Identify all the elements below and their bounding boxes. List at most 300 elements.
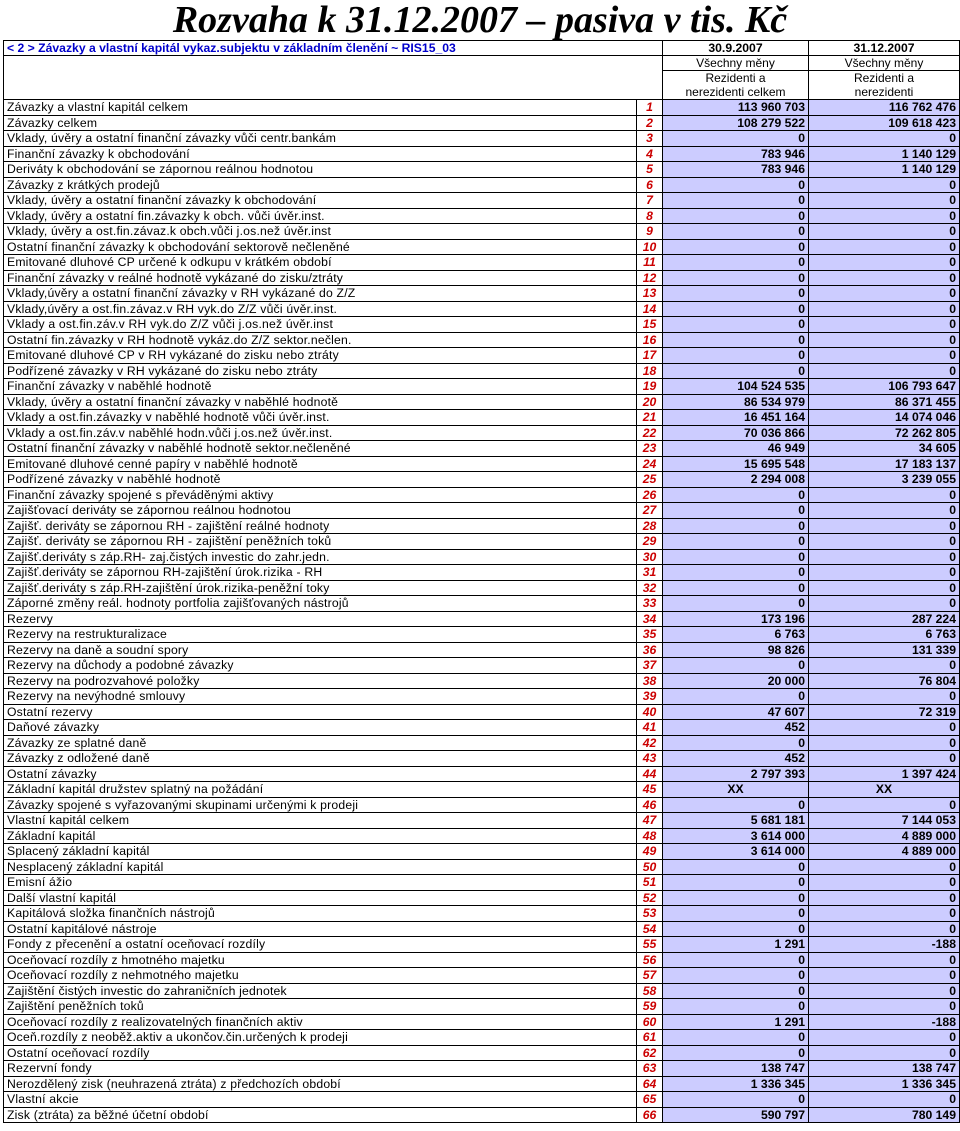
value-30-9-2007: 0 [663,890,809,906]
table-row [4,999,960,1015]
row-label: Rezervy na podrozvahové položky [4,673,637,689]
value-30-9-2007: 0 [663,875,809,891]
value-31-12-2007: 0 [809,751,960,767]
value-31-12-2007: 0 [809,735,960,751]
row-number: 22 [637,425,663,441]
value-31-12-2007: 0 [809,983,960,999]
header-row-section [4,41,960,56]
table-row [4,952,960,968]
value-30-9-2007: 0 [663,348,809,364]
value-31-12-2007: 0 [809,565,960,581]
row-number: 55 [637,937,663,953]
table-row [4,735,960,751]
row-label: Finanční závazky k obchodování [4,146,637,162]
value-30-9-2007: 0 [663,999,809,1015]
row-number: 52 [637,890,663,906]
value-31-12-2007: 0 [809,921,960,937]
row-number: 3 [637,131,663,147]
row-number: 53 [637,906,663,922]
row-number: 43 [637,751,663,767]
row-label: Závazky z krátkých prodejů [4,177,637,193]
row-label: Zajišť.deriváty se zápornou RH-zajištění úrok.rizika - RH [4,565,637,581]
residents-col-1: Rezidenti a [663,71,809,86]
table-row [4,332,960,348]
value-31-12-2007: 138 747 [809,1061,960,1077]
row-number: 46 [637,797,663,813]
table-row [4,611,960,627]
table-row [4,1014,960,1030]
value-31-12-2007: 0 [809,1092,960,1108]
value-30-9-2007: 2 797 393 [663,766,809,782]
section-title: < 2 > Závazky a vlastní kapitál vykaz.subjektu v základním členění ~ RIS15_03 [4,41,663,56]
table-row [4,270,960,286]
row-label: Podřízené závazky v naběhlé hodnotě [4,472,637,488]
value-31-12-2007: 0 [809,348,960,364]
row-label: Zajišťovací deriváty se zápornou reálnou hodnotou [4,503,637,519]
value-31-12-2007: 0 [809,596,960,612]
row-label: Emitované dluhové CP v RH vykázané do zisku nebo ztráty [4,348,637,364]
table-row [4,317,960,333]
value-31-12-2007: 0 [809,301,960,317]
residents-sub-col-1: nerezidenti celkem [663,85,809,100]
value-30-9-2007: 0 [663,239,809,255]
value-30-9-2007: 0 [663,689,809,705]
row-number: 16 [637,332,663,348]
table-row [4,875,960,891]
value-30-9-2007: 783 946 [663,146,809,162]
value-31-12-2007: 0 [809,363,960,379]
value-31-12-2007: 0 [809,875,960,891]
date-col-1: 30.9.2007 [663,41,809,56]
table-row [4,673,960,689]
table-row [4,1076,960,1092]
table-row [4,937,960,953]
value-30-9-2007: 0 [663,952,809,968]
value-30-9-2007: 0 [663,906,809,922]
header-row-residents [4,71,960,86]
row-number: 57 [637,968,663,984]
table-row [4,797,960,813]
value-30-9-2007: 98 826 [663,642,809,658]
row-label: Ostatní rezervy [4,704,637,720]
currency-col-1: Všechny měny [663,56,809,71]
row-number: 8 [637,208,663,224]
value-30-9-2007: 2 294 008 [663,472,809,488]
value-31-12-2007: 780 149 [809,1107,960,1123]
table-row [4,565,960,581]
value-31-12-2007: 0 [809,952,960,968]
table-row [4,301,960,317]
row-label: Finanční závazky spojené s převáděnými aktivy [4,487,637,503]
value-31-12-2007: 287 224 [809,611,960,627]
row-number: 61 [637,1030,663,1046]
row-number: 64 [637,1076,663,1092]
row-label: Zisk (ztráta) za běžné účetní období [4,1107,637,1123]
row-label: Rezervy na nevýhodné smlouvy [4,689,637,705]
table-row [4,828,960,844]
table-row [4,766,960,782]
value-30-9-2007: 1 291 [663,937,809,953]
table-row [4,1030,960,1046]
value-30-9-2007: 108 279 522 [663,115,809,131]
row-label: Vlastní kapitál celkem [4,813,637,829]
row-label: Vklady,úvěry a ost.fin.závaz.v RH vyk.do Z/Z vůči úvěr.inst. [4,301,637,317]
value-31-12-2007: -188 [809,937,960,953]
table-row [4,983,960,999]
table-row [4,472,960,488]
value-30-9-2007: 0 [663,208,809,224]
value-30-9-2007: 113 960 703 [663,100,809,116]
row-label: Oceň.rozdíly z neoběž.aktiv a ukončov.čin.určených k prodeji [4,1030,637,1046]
row-label: Ostatní závazky [4,766,637,782]
row-label: Nerozdělený zisk (neuhrazená ztráta) z předchozích období [4,1076,637,1092]
value-31-12-2007: 72 262 805 [809,425,960,441]
value-30-9-2007: 1 291 [663,1014,809,1030]
table-row [4,720,960,736]
value-30-9-2007: 6 763 [663,627,809,643]
row-label: Vklady, úvěry a ost.fin.závaz.k obch.vůči j.os.než úvěr.inst [4,224,637,240]
row-number: 45 [637,782,663,798]
row-label: Zajišť.deriváty s záp.RH- zaj.čistých investic do zahr.jedn. [4,549,637,565]
row-number: 29 [637,534,663,550]
value-30-9-2007: 0 [663,1030,809,1046]
value-30-9-2007: 0 [663,1045,809,1061]
value-31-12-2007: 17 183 137 [809,456,960,472]
table-row [4,921,960,937]
value-31-12-2007: 0 [809,193,960,209]
row-number: 27 [637,503,663,519]
table-row [4,751,960,767]
value-31-12-2007: 0 [809,208,960,224]
row-label: Záporné změny reál. hodnoty portfolia zajišťovaných nástrojů [4,596,637,612]
value-30-9-2007: 15 695 548 [663,456,809,472]
value-30-9-2007: 452 [663,720,809,736]
row-number: 40 [637,704,663,720]
value-31-12-2007: 0 [809,859,960,875]
value-30-9-2007: 783 946 [663,162,809,178]
row-label: Ostatní fin.závazky v RH hodnotě vykáz.do Z/Z sektor.nečlen. [4,332,637,348]
row-number: 35 [637,627,663,643]
row-number: 2 [637,115,663,131]
value-31-12-2007: 109 618 423 [809,115,960,131]
row-label: Závazky ze splatné daně [4,735,637,751]
row-number: 11 [637,255,663,271]
table-row [4,255,960,271]
value-30-9-2007: 0 [663,921,809,937]
value-31-12-2007: 6 763 [809,627,960,643]
row-number: 51 [637,875,663,891]
row-number: 33 [637,596,663,612]
row-label: Kapitálová složka finančních nástrojů [4,906,637,922]
header-blank [4,56,663,71]
row-number: 20 [637,394,663,410]
row-label: Emitované dluhové cenné papíry v naběhlé hodnotě [4,456,637,472]
row-label: Finanční závazky v naběhlé hodnotě [4,379,637,395]
table-row [4,782,960,798]
table-row [4,627,960,643]
value-31-12-2007: 1 397 424 [809,766,960,782]
value-30-9-2007: 86 534 979 [663,394,809,410]
value-31-12-2007: 0 [809,177,960,193]
value-31-12-2007: 1 140 129 [809,146,960,162]
value-31-12-2007: 0 [809,968,960,984]
value-30-9-2007: 70 036 866 [663,425,809,441]
value-30-9-2007: 0 [663,255,809,271]
row-number: 65 [637,1092,663,1108]
row-number: 32 [637,580,663,596]
row-number: 4 [637,146,663,162]
table-row [4,146,960,162]
row-label: Podřízené závazky v RH vykázané do zisku nebo ztráty [4,363,637,379]
value-31-12-2007: 0 [809,487,960,503]
value-31-12-2007: 4 889 000 [809,844,960,860]
row-number: 56 [637,952,663,968]
value-31-12-2007: 0 [809,286,960,302]
value-30-9-2007: 452 [663,751,809,767]
row-label: Oceňovací rozdíly z nehmotného majetku [4,968,637,984]
value-31-12-2007: 0 [809,503,960,519]
value-30-9-2007: 0 [663,596,809,612]
value-31-12-2007: 14 074 046 [809,410,960,426]
table-row [4,456,960,472]
row-number: 58 [637,983,663,999]
table-row [4,379,960,395]
value-30-9-2007: 0 [663,503,809,519]
table-row [4,487,960,503]
table-row [4,410,960,426]
row-number: 42 [637,735,663,751]
row-number: 59 [637,999,663,1015]
table-row [4,363,960,379]
row-number: 30 [637,549,663,565]
row-number: 13 [637,286,663,302]
row-label: Vklady, úvěry a ostatní finanční závazky v naběhlé hodnotě [4,394,637,410]
row-number: 19 [637,379,663,395]
value-31-12-2007: -188 [809,1014,960,1030]
value-30-9-2007: 1 336 345 [663,1076,809,1092]
row-label: Ostatní finanční závazky k obchodování sektorově nečleněné [4,239,637,255]
header-blank [4,85,663,100]
row-label: Závazky spojené s vyřazovanými skupinami určenými k prodeji [4,797,637,813]
value-30-9-2007: 104 524 535 [663,379,809,395]
table-row [4,813,960,829]
value-31-12-2007: 76 804 [809,673,960,689]
value-31-12-2007: 0 [809,797,960,813]
value-30-9-2007: 0 [663,968,809,984]
row-number: 38 [637,673,663,689]
table-row [4,859,960,875]
value-31-12-2007: 131 339 [809,642,960,658]
row-number: 47 [637,813,663,829]
value-31-12-2007: 0 [809,317,960,333]
value-31-12-2007: 0 [809,549,960,565]
value-31-12-2007: 7 144 053 [809,813,960,829]
table-row [4,580,960,596]
row-label: Oceňovací rozdíly z hmotného majetku [4,952,637,968]
value-31-12-2007: 0 [809,1030,960,1046]
value-31-12-2007: 0 [809,518,960,534]
value-31-12-2007: 1 336 345 [809,1076,960,1092]
row-label: Fondy z přecenění a ostatní oceňovací rozdíly [4,937,637,953]
table-row [4,844,960,860]
row-number: 6 [637,177,663,193]
value-31-12-2007: 3 239 055 [809,472,960,488]
row-number: 5 [637,162,663,178]
table-row [4,968,960,984]
row-number: 28 [637,518,663,534]
row-number: 14 [637,301,663,317]
row-label: Vklady a ost.fin.záv.v naběhlé hodn.vůči j.os.než úvěr.inst. [4,425,637,441]
row-label: Vklady a ost.fin.závazky v naběhlé hodnotě vůči úvěr.inst. [4,410,637,426]
row-number: 44 [637,766,663,782]
value-31-12-2007: 0 [809,224,960,240]
value-31-12-2007: 0 [809,131,960,147]
row-label: Základní kapitál [4,828,637,844]
value-30-9-2007: 0 [663,735,809,751]
table-row [4,425,960,441]
row-label: Daňové závazky [4,720,637,736]
value-31-12-2007: 0 [809,658,960,674]
row-label: Závazky a vlastní kapitál celkem [4,100,637,116]
row-number: 7 [637,193,663,209]
row-label: Zajišť.deriváty s záp.RH-zajištění úrok.rizika-peněžní toky [4,580,637,596]
value-30-9-2007: 0 [663,177,809,193]
row-label: Ostatní finanční závazky v naběhlé hodnotě sektor.nečleněné [4,441,637,457]
row-label: Vklady a ost.fin.záv.v RH vyk.do Z/Z vůči j.os.než úvěr.inst [4,317,637,333]
table-row [4,348,960,364]
row-label: Další vlastní kapitál [4,890,637,906]
row-number: 50 [637,859,663,875]
row-number: 18 [637,363,663,379]
row-number: 41 [637,720,663,736]
row-label: Oceňovací rozdíly z realizovatelných finančních aktiv [4,1014,637,1030]
row-label: Zajišť. deriváty se zápornou RH - zajištění peněžních toků [4,534,637,550]
row-number: 31 [637,565,663,581]
value-31-12-2007: 106 793 647 [809,379,960,395]
value-31-12-2007: 116 762 476 [809,100,960,116]
row-label: Vklady, úvěry a ostatní fin.závazky k obch. vůči úvěr.inst. [4,208,637,224]
row-label: Rezervy [4,611,637,627]
table-row [4,115,960,131]
page-title: Rozvaha k 31.12.2007 – pasiva v tis. Kč [172,0,788,41]
row-label: Vklady, úvěry a ostatní finanční závazky vůči centr.bankám [4,131,637,147]
row-label: Zajišť. deriváty se zápornou RH - zajištění reálné hodnoty [4,518,637,534]
value-31-12-2007: 86 371 455 [809,394,960,410]
table-row [4,286,960,302]
value-30-9-2007: 0 [663,580,809,596]
header-row-residents-2 [4,85,960,100]
value-31-12-2007: 0 [809,534,960,550]
row-label: Rezervy na restrukturalizace [4,627,637,643]
value-31-12-2007: XX [809,782,960,798]
table-row [4,503,960,519]
row-number: 62 [637,1045,663,1061]
value-30-9-2007: 0 [663,224,809,240]
value-30-9-2007: XX [663,782,809,798]
value-30-9-2007: 0 [663,534,809,550]
value-31-12-2007: 0 [809,999,960,1015]
value-31-12-2007: 1 140 129 [809,162,960,178]
value-30-9-2007: 0 [663,301,809,317]
value-30-9-2007: 173 196 [663,611,809,627]
value-31-12-2007: 0 [809,239,960,255]
residents-sub-col-2: nerezidenti [809,85,960,100]
row-label: Závazky celkem [4,115,637,131]
table-row [4,224,960,240]
value-30-9-2007: 20 000 [663,673,809,689]
row-label: Splacený základní kapitál [4,844,637,860]
value-31-12-2007: 0 [809,689,960,705]
value-30-9-2007: 0 [663,286,809,302]
value-30-9-2007: 0 [663,565,809,581]
row-label: Emisní ážio [4,875,637,891]
table-row [4,1061,960,1077]
value-31-12-2007: 0 [809,890,960,906]
row-number: 24 [637,456,663,472]
row-label: Rezervní fondy [4,1061,637,1077]
table-row [4,534,960,550]
table-row [4,1092,960,1108]
table-row [4,131,960,147]
value-31-12-2007: 0 [809,255,960,271]
value-31-12-2007: 0 [809,580,960,596]
table-row [4,596,960,612]
date-col-2: 31.12.2007 [809,41,960,56]
value-30-9-2007: 47 607 [663,704,809,720]
value-30-9-2007: 0 [663,193,809,209]
row-number: 9 [637,224,663,240]
table-row [4,441,960,457]
row-number: 34 [637,611,663,627]
value-30-9-2007: 3 614 000 [663,844,809,860]
table-row [4,518,960,534]
table-row [4,193,960,209]
row-label: Emitované dluhové CP určené k odkupu v krátkém období [4,255,637,271]
table-row [4,658,960,674]
row-number: 36 [637,642,663,658]
row-number: 39 [637,689,663,705]
value-30-9-2007: 46 949 [663,441,809,457]
row-number: 48 [637,828,663,844]
value-31-12-2007: 0 [809,720,960,736]
row-label: Ostatní oceňovací rozdíly [4,1045,637,1061]
table-row [4,549,960,565]
row-label: Finanční závazky v reálné hodnotě vykázané do zisku/ztráty [4,270,637,286]
value-31-12-2007: 34 605 [809,441,960,457]
value-30-9-2007: 0 [663,549,809,565]
row-number: 26 [637,487,663,503]
currency-col-2: Všechny měny [809,56,960,71]
value-30-9-2007: 0 [663,131,809,147]
row-number: 10 [637,239,663,255]
table-row [4,100,960,116]
table-row [4,162,960,178]
row-number: 54 [637,921,663,937]
row-number: 25 [637,472,663,488]
row-number: 21 [637,410,663,426]
value-31-12-2007: 0 [809,270,960,286]
row-label: Závazky z odložené daně [4,751,637,767]
value-30-9-2007: 0 [663,518,809,534]
table-row [4,208,960,224]
value-30-9-2007: 0 [663,797,809,813]
table-row [4,239,960,255]
row-number: 23 [637,441,663,457]
table-row [4,1045,960,1061]
value-30-9-2007: 0 [663,859,809,875]
table-row [4,890,960,906]
value-30-9-2007: 138 747 [663,1061,809,1077]
